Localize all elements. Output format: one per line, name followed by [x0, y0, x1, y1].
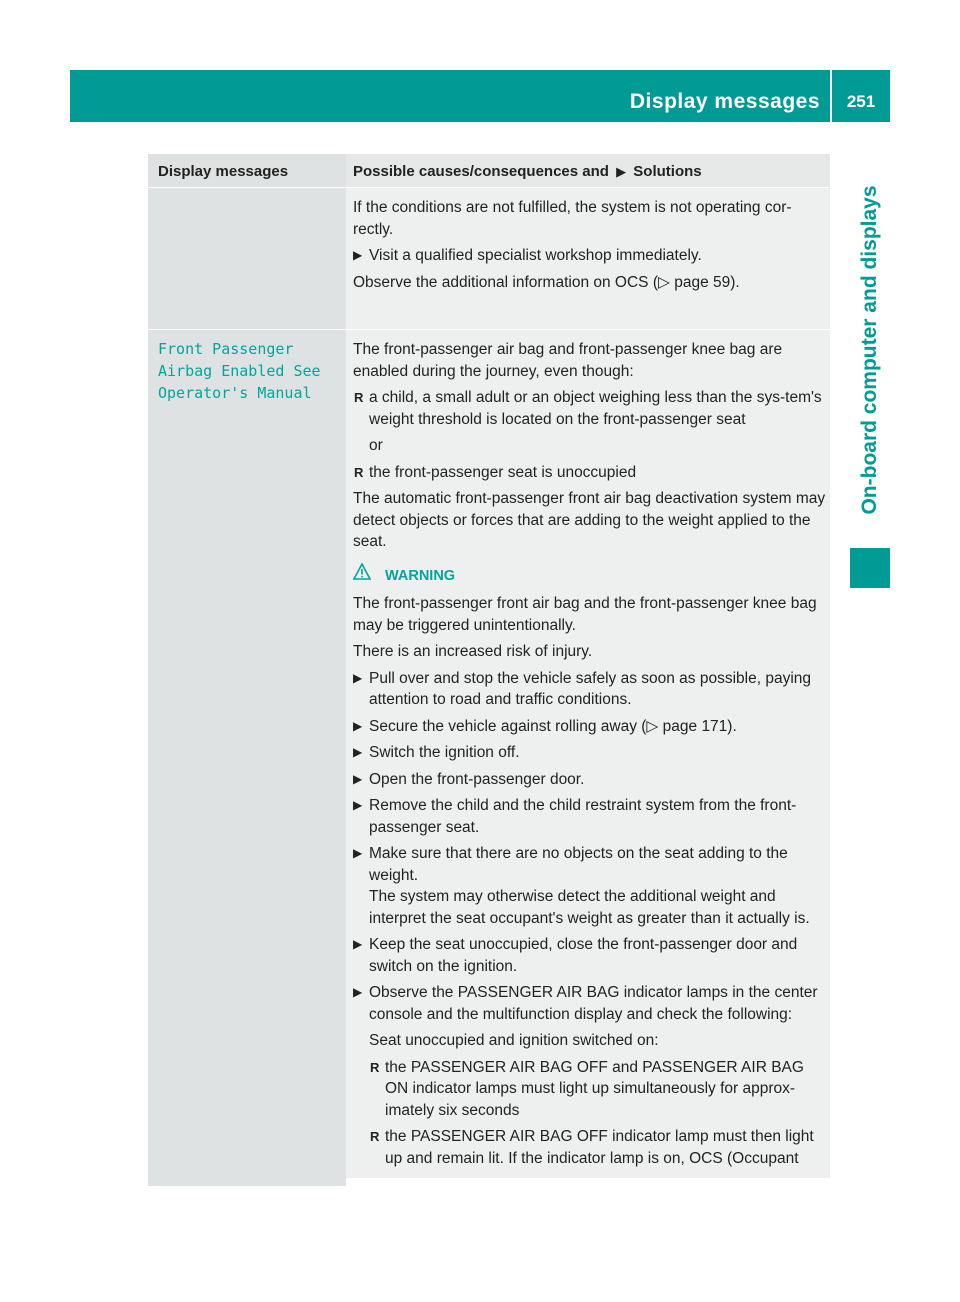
- messages-table: [148, 154, 830, 1186]
- page-number: 251: [846, 92, 876, 111]
- solution-cell: [346, 330, 830, 1178]
- bullet-icon: R: [370, 1129, 380, 1144]
- col-solutions-label: Solutions: [633, 163, 702, 180]
- step-text: Open the front-passenger door.: [369, 770, 585, 788]
- step-text: Pull over and stop the vehicle safely as soon as possible, paying attention to road and traffic conditions.: [369, 669, 812, 708]
- step-arrow-icon: ▶: [353, 985, 363, 999]
- bullet-icon: R: [354, 390, 364, 405]
- step-item: [353, 245, 830, 267]
- text-paragraph: The front-passenger air bag and front-passenger knee bag are enabled during the journey, even though:: [353, 341, 783, 380]
- col-causes-label: Possible causes/consequences and: [353, 163, 609, 180]
- step-text: Observe the PASSENGER AIR BAG indicator lamps in the center console and the multifunction display and check the following:: [369, 984, 818, 1023]
- table-row: [148, 187, 830, 329]
- step-arrow-icon: ▶: [353, 846, 363, 860]
- step-text: Secure the vehicle against rolling away (▷ page 171).: [369, 717, 737, 735]
- step-arrow-icon: ▶: [353, 771, 363, 786]
- display-message-text: Front Passenger Airbag Enabled See Operator's Manual: [148, 330, 346, 1186]
- text-paragraph: Seat unoccupied and ignition switched on:: [369, 1032, 659, 1049]
- table-header: [148, 154, 830, 187]
- bullet-item: [353, 462, 830, 484]
- text-paragraph: or: [369, 437, 383, 454]
- step-item: [353, 668, 830, 711]
- message-cell-empty: [148, 188, 346, 329]
- warning-text: There is an increased risk of injury.: [353, 643, 593, 660]
- step-arrow-icon: ▶: [353, 745, 363, 759]
- step-text: Keep the seat unoccupied, close the front-passenger door and switch on the ignition.: [369, 936, 798, 975]
- text-paragraph: If the conditions are not fulfilled, the system is not operating cor-rectly.: [353, 199, 792, 238]
- arrow-right-icon: ▶: [616, 164, 627, 179]
- bullet-item: [369, 1057, 830, 1122]
- step-arrow-icon: ▶: [353, 248, 363, 262]
- step-item: [353, 843, 830, 929]
- bullet-item: [369, 1126, 830, 1169]
- bullet-text: the PASSENGER AIR BAG OFF indicator lamp must then light up and remain lit. If the indicator lamp is on, OCS (Occupant: [385, 1128, 814, 1167]
- col-display-messages: Display messages: [148, 154, 346, 187]
- warning-text: The front-passenger front air bag and the front-passenger knee bag may be triggered unintentionally.: [353, 595, 817, 634]
- bullet-icon: R: [354, 464, 364, 480]
- warning-label: WARNING: [385, 567, 456, 584]
- step-text: Switch the ignition off.: [369, 744, 520, 761]
- side-tab: [850, 160, 890, 540]
- header-bar: [70, 70, 890, 122]
- step-text: Make sure that there are no objects on the seat adding to the weight.: [369, 845, 788, 884]
- step-arrow-icon: ▶: [353, 670, 363, 685]
- text-paragraph: Observe the additional information on OCS (▷ page 59).: [353, 273, 740, 291]
- table-row: [148, 329, 830, 1186]
- bullet-text: the front-passenger seat is unoccupied: [369, 463, 637, 481]
- step-arrow-icon: ▶: [353, 937, 363, 951]
- header-divider: [830, 70, 832, 122]
- sub-bullet-list: [353, 1057, 830, 1170]
- step-text: Remove the child and the child restraint system from the front-passenger seat.: [369, 797, 797, 836]
- step-arrow-icon: ▶: [353, 718, 363, 733]
- bullet-text: a child, a small adult or an object weighing less than the sys-tem's weight threshold is located on the front-passenger seat: [369, 389, 822, 428]
- bullet-item: [353, 387, 830, 430]
- step-arrow-icon: ▶: [353, 798, 363, 812]
- bullet-text: the PASSENGER AIR BAG OFF and PASSENGER AIR BAG ON indicator lamps must light up simultaneously for approx-imately six seconds: [385, 1058, 804, 1119]
- step-item: [353, 716, 830, 738]
- text-paragraph: The automatic front-passenger front air bag deactivation system may detect objects or forces that are adding to the weight applied to the seat.: [353, 490, 826, 550]
- header-title: Display messages: [629, 90, 820, 113]
- step-item: [353, 982, 830, 1025]
- step-item: [353, 742, 830, 764]
- solution-cell: [346, 188, 830, 329]
- step-text: Visit a qualified specialist workshop immediately.: [369, 247, 702, 264]
- warning-heading: [353, 563, 830, 588]
- warning-triangle-icon: [353, 563, 371, 588]
- step-note: The system may otherwise detect the additional weight and interpret the seat occupant's weight as greater than it actually is.: [369, 888, 810, 927]
- side-tab-label: On-board computer and displays: [858, 185, 881, 515]
- step-item: [353, 795, 830, 838]
- side-tab-marker: [850, 548, 890, 588]
- step-item: [353, 934, 830, 977]
- col-causes-solutions: [346, 154, 830, 187]
- bullet-icon: R: [370, 1059, 380, 1075]
- step-item: [353, 769, 830, 791]
